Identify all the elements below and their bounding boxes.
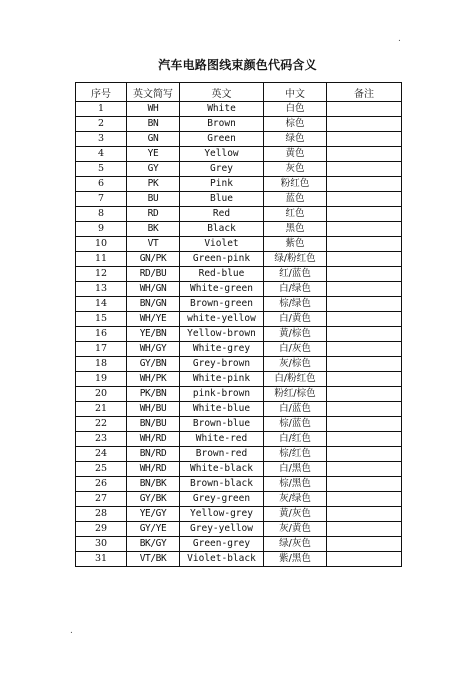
table-row xyxy=(76,342,402,357)
table-row xyxy=(76,327,402,342)
row-index-cell: 25 xyxy=(76,462,127,477)
table-row xyxy=(76,522,402,537)
row-remarks-cell xyxy=(327,477,402,492)
row-abbreviation-cell: RD/BU xyxy=(127,267,180,282)
row-abbreviation-cell: PK/BN xyxy=(127,387,180,402)
row-abbreviation-cell: WH/GY xyxy=(127,342,180,357)
row-abbreviation-cell: BN xyxy=(127,117,180,132)
table-row xyxy=(76,447,402,462)
row-index-cell: 9 xyxy=(76,222,127,237)
row-chinese-cell: 灰色 xyxy=(264,162,327,177)
row-english-cell: Brown-blue xyxy=(180,417,264,432)
table-row xyxy=(76,297,402,312)
row-english-cell: Blue xyxy=(180,192,264,207)
row-index-cell: 22 xyxy=(76,417,127,432)
row-abbreviation-cell: GY/BK xyxy=(127,492,180,507)
row-chinese-cell: 紫/黑色 xyxy=(264,552,327,567)
row-remarks-cell xyxy=(327,462,402,477)
row-remarks-cell xyxy=(327,147,402,162)
row-chinese-cell: 灰/黄色 xyxy=(264,522,327,537)
row-index-cell: 29 xyxy=(76,522,127,537)
row-index-cell: 3 xyxy=(76,132,127,147)
row-english-cell: white-yellow xyxy=(180,312,264,327)
row-index-cell: 15 xyxy=(76,312,127,327)
row-english-cell: Yellow xyxy=(180,147,264,162)
row-remarks-cell xyxy=(327,222,402,237)
row-english-cell: Black xyxy=(180,222,264,237)
row-chinese-cell: 黄色 xyxy=(264,147,327,162)
row-index-cell: 20 xyxy=(76,387,127,402)
page-mark-top: . xyxy=(398,34,401,44)
table-row xyxy=(76,252,402,267)
table-row xyxy=(76,147,402,162)
page-mark-bottom: . xyxy=(70,626,73,636)
row-remarks-cell xyxy=(327,432,402,447)
row-remarks-cell xyxy=(327,252,402,267)
table-row xyxy=(76,387,402,402)
table-row xyxy=(76,222,402,237)
row-index-cell: 6 xyxy=(76,177,127,192)
row-abbreviation-cell: PK xyxy=(127,177,180,192)
table-row xyxy=(76,177,402,192)
row-abbreviation-cell: GY xyxy=(127,162,180,177)
row-abbreviation-cell: BK/GY xyxy=(127,537,180,552)
row-remarks-cell xyxy=(327,387,402,402)
row-english-cell: Grey-brown xyxy=(180,357,264,372)
row-chinese-cell: 白/黑色 xyxy=(264,462,327,477)
row-english-cell: Brown xyxy=(180,117,264,132)
row-index-cell: 28 xyxy=(76,507,127,522)
row-chinese-cell: 白/绿色 xyxy=(264,282,327,297)
page-title: 汽车电路图线束颜色代码含义 xyxy=(158,58,317,72)
row-index-cell: 18 xyxy=(76,357,127,372)
header-abbreviation: 英文简写 xyxy=(127,83,180,102)
row-chinese-cell: 绿/粉红色 xyxy=(264,252,327,267)
row-chinese-cell: 灰/绿色 xyxy=(264,492,327,507)
row-english-cell: Brown-green xyxy=(180,297,264,312)
row-english-cell: Pink xyxy=(180,177,264,192)
row-index-cell: 31 xyxy=(76,552,127,567)
row-english-cell: White-grey xyxy=(180,342,264,357)
row-remarks-cell xyxy=(327,507,402,522)
table-row xyxy=(76,492,402,507)
row-abbreviation-cell: VT/BK xyxy=(127,552,180,567)
row-index-cell: 7 xyxy=(76,192,127,207)
row-index-cell: 2 xyxy=(76,117,127,132)
row-english-cell: Brown-black xyxy=(180,477,264,492)
row-remarks-cell xyxy=(327,192,402,207)
row-index-cell: 23 xyxy=(76,432,127,447)
row-remarks-cell xyxy=(327,402,402,417)
table-body xyxy=(76,102,402,567)
row-abbreviation-cell: WH/BU xyxy=(127,402,180,417)
table-row xyxy=(76,357,402,372)
table-row xyxy=(76,432,402,447)
row-remarks-cell xyxy=(327,267,402,282)
row-chinese-cell: 灰/棕色 xyxy=(264,357,327,372)
row-abbreviation-cell: WH/YE xyxy=(127,312,180,327)
row-index-cell: 27 xyxy=(76,492,127,507)
row-chinese-cell: 黄/棕色 xyxy=(264,327,327,342)
row-chinese-cell: 绿色 xyxy=(264,132,327,147)
row-remarks-cell xyxy=(327,177,402,192)
header-index: 序号 xyxy=(76,83,127,102)
row-index-cell: 11 xyxy=(76,252,127,267)
row-remarks-cell xyxy=(327,282,402,297)
row-abbreviation-cell: BU xyxy=(127,192,180,207)
table-row xyxy=(76,462,402,477)
row-abbreviation-cell: BN/BU xyxy=(127,417,180,432)
row-english-cell: White-red xyxy=(180,432,264,447)
row-abbreviation-cell: WH/GN xyxy=(127,282,180,297)
row-chinese-cell: 棕/蓝色 xyxy=(264,417,327,432)
row-remarks-cell xyxy=(327,522,402,537)
row-english-cell: Brown-red xyxy=(180,447,264,462)
table-row xyxy=(76,192,402,207)
header-chinese: 中文 xyxy=(264,83,327,102)
row-abbreviation-cell: BN/GN xyxy=(127,297,180,312)
row-chinese-cell: 红色 xyxy=(264,207,327,222)
table-row xyxy=(76,417,402,432)
row-index-cell: 8 xyxy=(76,207,127,222)
table-row xyxy=(76,237,402,252)
row-chinese-cell: 白/黄色 xyxy=(264,312,327,327)
table-row xyxy=(76,537,402,552)
row-remarks-cell xyxy=(327,492,402,507)
row-remarks-cell xyxy=(327,237,402,252)
row-chinese-cell: 棕/黑色 xyxy=(264,477,327,492)
row-abbreviation-cell: YE xyxy=(127,147,180,162)
row-remarks-cell xyxy=(327,552,402,567)
table-row xyxy=(76,402,402,417)
row-chinese-cell: 蓝色 xyxy=(264,192,327,207)
row-remarks-cell xyxy=(327,327,402,342)
row-remarks-cell xyxy=(327,417,402,432)
table-row xyxy=(76,477,402,492)
row-english-cell: Red xyxy=(180,207,264,222)
row-index-cell: 4 xyxy=(76,147,127,162)
row-abbreviation-cell: YE/GY xyxy=(127,507,180,522)
row-remarks-cell xyxy=(327,102,402,117)
row-index-cell: 26 xyxy=(76,477,127,492)
row-abbreviation-cell: GY/YE xyxy=(127,522,180,537)
row-index-cell: 19 xyxy=(76,372,127,387)
row-index-cell: 16 xyxy=(76,327,127,342)
table-row xyxy=(76,162,402,177)
table-row xyxy=(76,102,402,117)
table-row xyxy=(76,372,402,387)
row-remarks-cell xyxy=(327,297,402,312)
row-english-cell: Yellow-grey xyxy=(180,507,264,522)
row-chinese-cell: 白/粉红色 xyxy=(264,372,327,387)
row-english-cell: White-green xyxy=(180,282,264,297)
row-english-cell: White-blue xyxy=(180,402,264,417)
row-chinese-cell: 白色 xyxy=(264,102,327,117)
row-english-cell: pink-brown xyxy=(180,387,264,402)
row-english-cell: Grey-yellow xyxy=(180,522,264,537)
header-remarks: 备注 xyxy=(327,83,402,102)
row-abbreviation-cell: WH/RD xyxy=(127,462,180,477)
row-chinese-cell: 粉红/棕色 xyxy=(264,387,327,402)
row-abbreviation-cell: GN xyxy=(127,132,180,147)
row-abbreviation-cell: BK xyxy=(127,222,180,237)
row-chinese-cell: 粉红色 xyxy=(264,177,327,192)
table-row xyxy=(76,132,402,147)
row-remarks-cell xyxy=(327,117,402,132)
row-abbreviation-cell: WH/PK xyxy=(127,372,180,387)
table-row xyxy=(76,282,402,297)
row-english-cell: Violet-black xyxy=(180,552,264,567)
row-abbreviation-cell: RD xyxy=(127,207,180,222)
row-chinese-cell: 白/红色 xyxy=(264,432,327,447)
row-english-cell: Red-blue xyxy=(180,267,264,282)
row-abbreviation-cell: GN/PK xyxy=(127,252,180,267)
row-chinese-cell: 黄/灰色 xyxy=(264,507,327,522)
row-english-cell: White-black xyxy=(180,462,264,477)
row-index-cell: 30 xyxy=(76,537,127,552)
row-english-cell: Green-grey xyxy=(180,537,264,552)
table-row xyxy=(76,507,402,522)
table-row xyxy=(76,267,402,282)
table-row xyxy=(76,552,402,567)
row-remarks-cell xyxy=(327,162,402,177)
row-abbreviation-cell: VT xyxy=(127,237,180,252)
row-english-cell: Grey xyxy=(180,162,264,177)
row-chinese-cell: 白/蓝色 xyxy=(264,402,327,417)
row-remarks-cell xyxy=(327,132,402,147)
row-english-cell: Grey-green xyxy=(180,492,264,507)
row-abbreviation-cell: WH xyxy=(127,102,180,117)
row-english-cell: Violet xyxy=(180,237,264,252)
table-row xyxy=(76,312,402,327)
row-index-cell: 14 xyxy=(76,297,127,312)
row-chinese-cell: 棕色 xyxy=(264,117,327,132)
row-chinese-cell: 棕/红色 xyxy=(264,447,327,462)
row-remarks-cell xyxy=(327,537,402,552)
row-abbreviation-cell: GY/BN xyxy=(127,357,180,372)
row-abbreviation-cell: BN/RD xyxy=(127,447,180,462)
row-english-cell: White xyxy=(180,102,264,117)
row-index-cell: 21 xyxy=(76,402,127,417)
row-index-cell: 17 xyxy=(76,342,127,357)
color-code-table xyxy=(75,82,402,567)
row-chinese-cell: 棕/绿色 xyxy=(264,297,327,312)
row-remarks-cell xyxy=(327,447,402,462)
row-chinese-cell: 红/蓝色 xyxy=(264,267,327,282)
row-index-cell: 1 xyxy=(76,102,127,117)
row-remarks-cell xyxy=(327,207,402,222)
table-row xyxy=(76,207,402,222)
row-english-cell: Green-pink xyxy=(180,252,264,267)
row-abbreviation-cell: BN/BK xyxy=(127,477,180,492)
row-english-cell: Green xyxy=(180,132,264,147)
row-abbreviation-cell: YE/BN xyxy=(127,327,180,342)
row-chinese-cell: 紫色 xyxy=(264,237,327,252)
table-header-row xyxy=(76,83,402,102)
row-english-cell: White-pink xyxy=(180,372,264,387)
row-chinese-cell: 白/灰色 xyxy=(264,342,327,357)
row-remarks-cell xyxy=(327,312,402,327)
row-index-cell: 24 xyxy=(76,447,127,462)
row-remarks-cell xyxy=(327,342,402,357)
row-chinese-cell: 绿/灰色 xyxy=(264,537,327,552)
row-index-cell: 12 xyxy=(76,267,127,282)
row-remarks-cell xyxy=(327,357,402,372)
table-row xyxy=(76,117,402,132)
row-remarks-cell xyxy=(327,372,402,387)
row-english-cell: Yellow-brown xyxy=(180,327,264,342)
row-index-cell: 5 xyxy=(76,162,127,177)
header-english: 英文 xyxy=(180,83,264,102)
row-index-cell: 10 xyxy=(76,237,127,252)
row-chinese-cell: 黑色 xyxy=(264,222,327,237)
row-index-cell: 13 xyxy=(76,282,127,297)
row-abbreviation-cell: WH/RD xyxy=(127,432,180,447)
